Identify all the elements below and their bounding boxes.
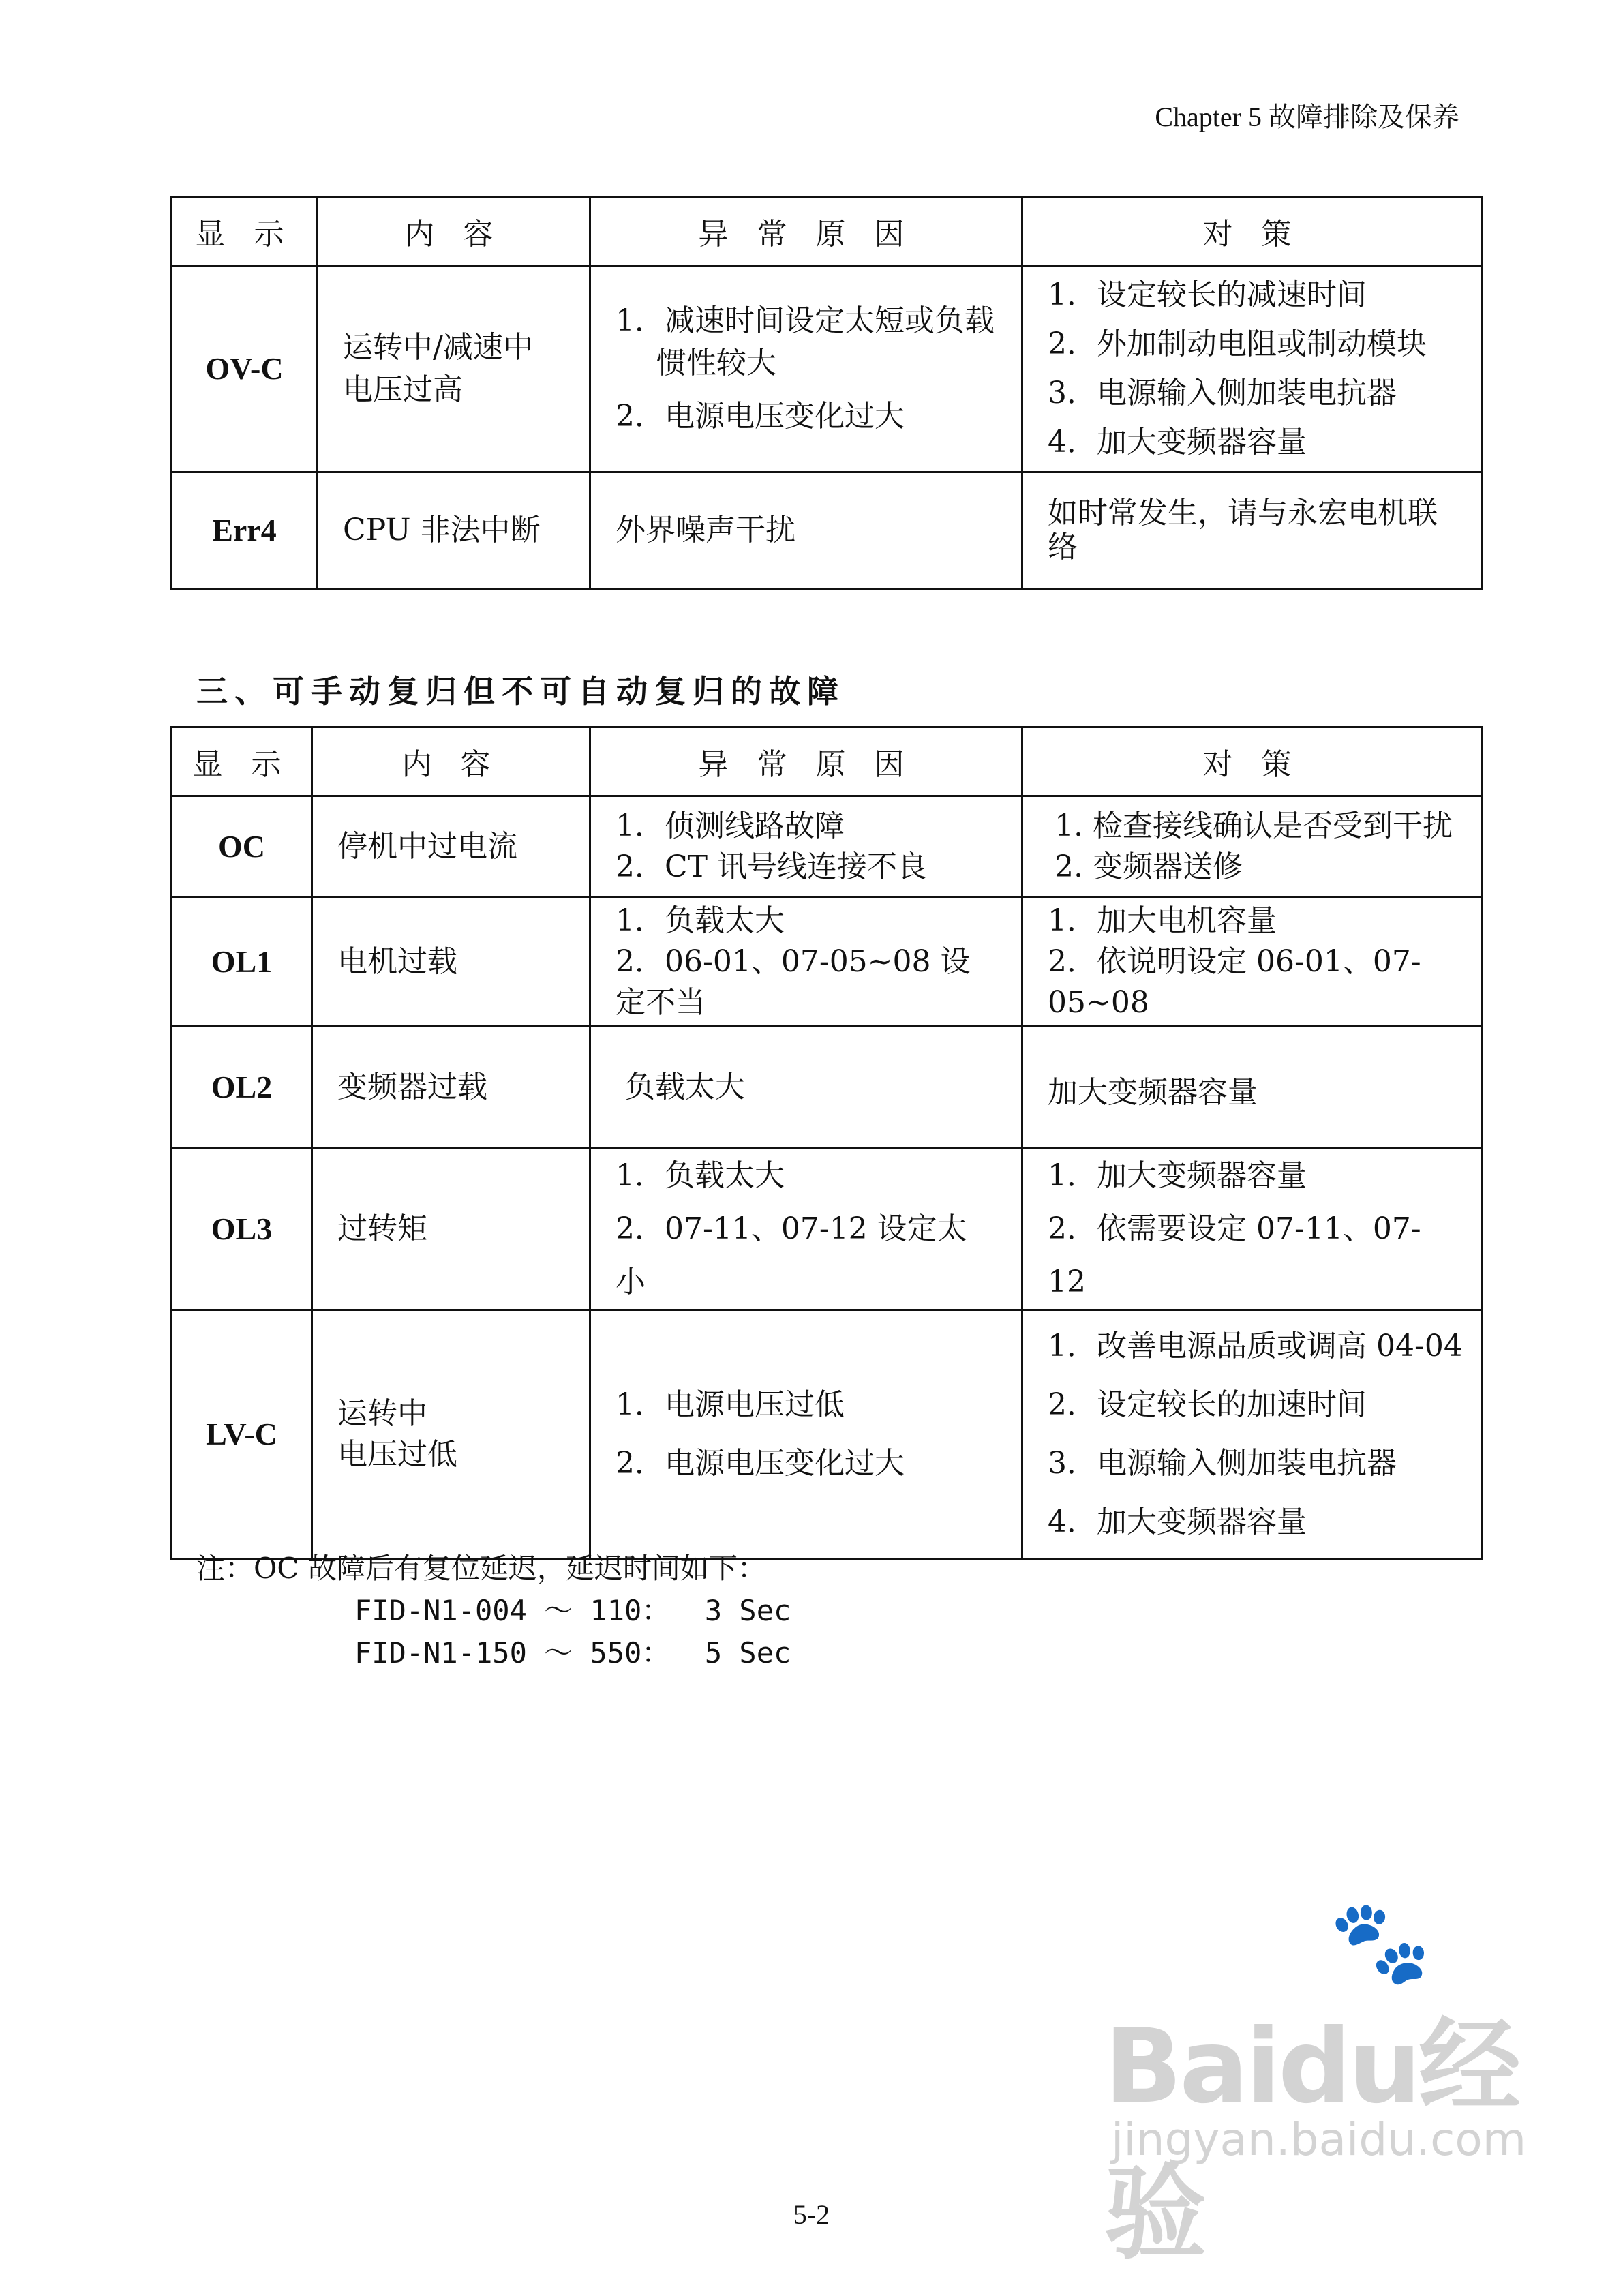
- page-header: Chapter 5 故障排除及保养: [1155, 102, 1459, 132]
- fault-cause: 外界噪声干扰: [590, 472, 1022, 589]
- fault-content: 停机中过电流: [312, 796, 590, 898]
- fault-code: OL2: [172, 1027, 312, 1149]
- col-header-cause: 异 常 原 因: [590, 197, 1022, 266]
- table-row: [172, 1027, 1482, 1149]
- fault-remedy: 1．加大变频器容量 2．依需要设定 07-11、07-12: [1022, 1149, 1482, 1310]
- fault-content: 运转中 电压过低: [312, 1310, 590, 1559]
- fault-cause: 1．电源电压过低 2．电源电压变化过大: [590, 1310, 1022, 1559]
- fault-code: OL1: [172, 898, 312, 1027]
- fault-code: OC: [172, 796, 312, 898]
- table-row: [172, 472, 1482, 589]
- fault-cause: 负载太大: [590, 1027, 1022, 1149]
- table-header-row: [172, 727, 1482, 796]
- footnote-line: FID-N1-004 ～ 110： 3 Sec: [354, 1594, 791, 1627]
- col-header-content: 内 容: [312, 727, 590, 796]
- table-row: [172, 1149, 1482, 1310]
- fault-cause: 1．侦测线路故障 2．CT 讯号线连接不良: [590, 796, 1022, 898]
- fault-cause: 1．减速时间设定太短或负载惯性较大 2．电源电压变化过大: [590, 266, 1022, 472]
- footnote-line: FID-N1-150 ～ 550： 5 Sec: [354, 1636, 791, 1670]
- section-title: 三、可手动复归但不可自动复归的故障: [196, 673, 845, 710]
- fault-code: OV-C: [172, 266, 318, 472]
- footnote-title: 注：OC 故障后有复位延迟，延迟时间如下：: [196, 1552, 766, 1585]
- fault-code: Err4: [172, 472, 318, 589]
- footnote: [196, 1547, 791, 1674]
- col-header-remedy: 对 策: [1022, 727, 1482, 796]
- fault-cause: 1．负载太大 2．06-01、07-05~08 设定不当: [590, 898, 1022, 1027]
- table-row: [172, 1310, 1482, 1559]
- fault-content: 变频器过载: [312, 1027, 590, 1149]
- fault-remedy: 加大变频器容量: [1022, 1027, 1482, 1149]
- table-header-row: [172, 197, 1482, 266]
- table-row: [172, 266, 1482, 472]
- fault-remedy: 1. 检查接线确认是否受到干扰 2. 变频器送修: [1022, 796, 1482, 898]
- page-number: 5-2: [793, 2199, 830, 2230]
- col-header-display: 显 示: [172, 197, 318, 266]
- fault-remedy: 1．加大电机容量 2．依说明设定 06-01、07-05~08: [1022, 898, 1482, 1027]
- fault-content: 运转中/减速中 电压过高: [318, 266, 590, 472]
- fault-content: 电机过载: [312, 898, 590, 1027]
- fault-remedy: 1．改善电源品质或调高 04-04 2．设定较长的加速时间 3．电源输入侧加装电抗器 4．加大变频器容量: [1022, 1310, 1482, 1559]
- fault-table-2: [170, 726, 1483, 1560]
- fault-cause: 1．负载太大 2．07-11、07-12 设定太小: [590, 1149, 1022, 1310]
- col-header-cause: 异 常 原 因: [590, 727, 1022, 796]
- col-header-display: 显 示: [172, 727, 312, 796]
- col-header-remedy: 对 策: [1022, 197, 1482, 266]
- fault-table-1: [170, 196, 1483, 590]
- table-row: [172, 898, 1482, 1027]
- fault-content: CPU 非法中断: [318, 472, 590, 589]
- col-header-content: 内 容: [318, 197, 590, 266]
- paw-icon: 🐾: [1329, 1895, 1431, 1990]
- fault-remedy: 1．设定较长的减速时间 2．外加制动电阻或制动模块 3．电源输入侧加装电抗器 4．加大变频器容量: [1022, 266, 1482, 472]
- table-row: [172, 796, 1482, 898]
- watermark-url: jingyan.baidu.com: [1111, 2113, 1527, 2166]
- fault-content: 过转矩: [312, 1149, 590, 1310]
- fault-code: LV-C: [172, 1310, 312, 1559]
- fault-remedy: 如时常发生，请与永宏电机联络: [1022, 472, 1482, 589]
- fault-code: OL3: [172, 1149, 312, 1310]
- watermark-brand: Baidu经验: [1104, 2008, 1519, 2274]
- watermark: [1104, 1895, 1541, 2274]
